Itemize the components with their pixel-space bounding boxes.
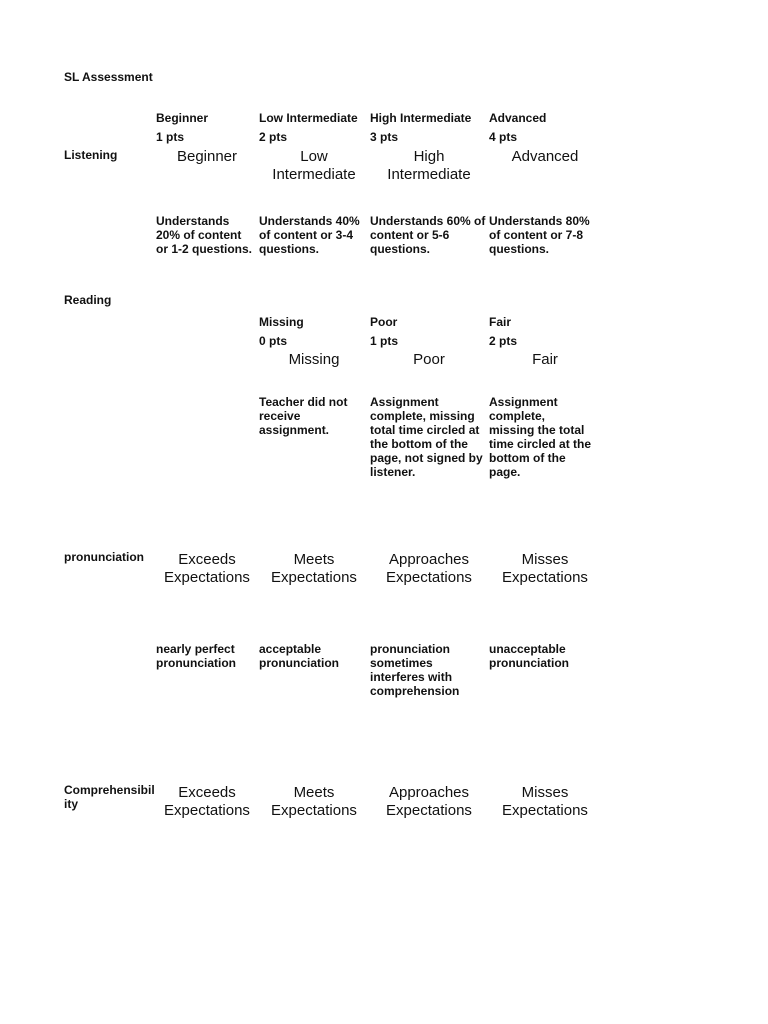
reading-desc-2: Assignment complete, missing total time circled at the bottom of the page, not signed by listener. — [370, 395, 483, 479]
listening-heading-3: High Intermediate — [387, 148, 471, 183]
reading-heading-2: Poor — [413, 351, 445, 368]
pronunciation-desc-4: unacceptable pronunciation — [489, 642, 569, 670]
listening-level-name-3: High Intermediate — [370, 111, 472, 125]
listening-pts-2: 2 pts — [259, 130, 288, 144]
reading-level-name-2: Poor — [370, 315, 398, 329]
listening-level-name-2: Low Intermediate — [259, 111, 358, 125]
listening-label: Listening — [64, 148, 118, 162]
reading-pts-3: 2 pts — [489, 334, 518, 348]
listening-desc-3: Understands 60% of content or 5-6 questions. — [370, 214, 486, 256]
page-title: SL Assessment — [64, 70, 153, 84]
comprehensibility-heading-3: Approaches Expectations — [386, 784, 472, 819]
pronunciation-heading-1: Exceeds Expectations — [164, 551, 250, 586]
pronunciation-label: pronunciation — [64, 550, 144, 564]
reading-label: Reading — [64, 293, 112, 307]
listening-pts-1: 1 pts — [156, 130, 185, 144]
pronunciation-desc-1: nearly perfect pronunciation — [156, 642, 236, 670]
pronunciation-desc-3: pronunciation sometimes interferes with comprehension — [370, 642, 460, 698]
comprehensibility-heading-2: Meets Expectations — [271, 784, 357, 819]
listening-level-name-1: Beginner — [156, 111, 209, 125]
comprehensibility-heading-1: Exceeds Expectations — [164, 784, 250, 819]
comprehensibility-heading-4: Misses Expectations — [502, 784, 588, 819]
reading-level-name-3: Fair — [489, 315, 512, 329]
reading-desc-3: Assignment complete, missing the total time circled at the bottom of the page. — [489, 395, 592, 479]
reading-desc-1: Teacher did not receive assignment. — [259, 395, 348, 437]
reading-pts-1: 0 pts — [259, 334, 288, 348]
pronunciation-heading-4: Misses Expectations — [502, 551, 588, 586]
listening-desc-4: Understands 80% of content or 7-8 questions. — [489, 214, 590, 256]
comprehensibility-label: Comprehensibil ity — [64, 783, 155, 811]
listening-heading-4: Advanced — [511, 148, 579, 165]
listening-pts-4: 4 pts — [489, 130, 518, 144]
pronunciation-heading-2: Meets Expectations — [271, 551, 357, 586]
listening-level-name-4: Advanced — [489, 111, 547, 125]
reading-heading-1: Missing — [288, 351, 340, 368]
listening-desc-2: Understands 40% of content or 3-4 questions. — [259, 214, 360, 256]
listening-heading-2: Low Intermediate — [272, 148, 356, 183]
reading-pts-2: 1 pts — [370, 334, 399, 348]
pronunciation-heading-3: Approaches Expectations — [386, 551, 472, 586]
listening-pts-3: 3 pts — [370, 130, 399, 144]
listening-heading-1: Beginner — [176, 148, 238, 165]
pronunciation-desc-2: acceptable pronunciation — [259, 642, 339, 670]
reading-heading-3: Fair — [532, 351, 558, 368]
listening-desc-1: Understands 20% of content or 1-2 questions. — [156, 214, 253, 256]
reading-level-name-1: Missing — [259, 315, 304, 329]
